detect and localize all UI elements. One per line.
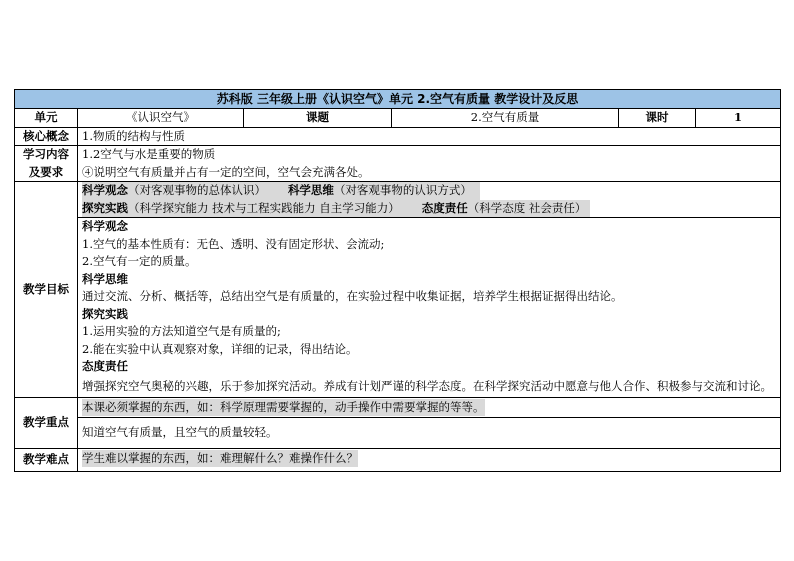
key-points-hint-cell	[78, 397, 781, 418]
goals-header-row	[15, 182, 781, 218]
goals-body	[78, 218, 781, 398]
content-requirements-value	[78, 146, 781, 182]
unit-value: 《认识空气》	[78, 109, 244, 128]
unit-row	[15, 109, 781, 128]
concept-item-1: 1.空气的基本性质有：无色、透明、没有固定形状、会流动;	[82, 236, 385, 251]
content-label-line-2: 及要求	[28, 164, 64, 179]
core-concept-label: 核心概念	[15, 127, 78, 146]
period-value: 1	[696, 109, 781, 128]
attitude-item-1: 增强探究空气奥秘的兴趣，乐于参加探究活动。养成有计划严谨的科学态度。在科学探究活动中愿意与他人合作、积极参与交流和讨论。	[82, 378, 772, 393]
goals-header-cell	[78, 182, 781, 218]
attitude-title: 态度责任	[82, 359, 128, 373]
practice-item-1: 1.运用实验的方法知道空气是有质量的;	[82, 324, 281, 338]
core-concept-row	[15, 127, 781, 146]
practice-attitude-highlight	[82, 200, 590, 218]
content-requirements-row	[15, 146, 781, 182]
difficulties-row	[15, 448, 781, 471]
lesson-plan-table	[14, 89, 781, 472]
difficulties-label: 教学难点	[15, 448, 78, 471]
practice-title: 探究实践	[82, 306, 128, 321]
key-points-value-row	[15, 418, 781, 449]
content-line-1: 1.2空气与水是重要的物质	[82, 147, 216, 161]
unit-label: 单元	[15, 109, 78, 128]
title-row	[15, 90, 781, 109]
key-points-value: 知道空气有质量，且空气的质量较轻。	[78, 418, 781, 449]
thinking-note: （对客观事物的认识方式）	[333, 183, 472, 197]
concept-heading: 科学观念	[82, 183, 128, 197]
practice-item-2: 2.能在实验中认真观察对象，详细的记录，得出结论。	[82, 341, 358, 356]
thinking-item-1: 通过交流、分析、概括等，总结出空气是有质量的，在实验过程中收集证据，培养学生根据证据得出结论。	[82, 289, 623, 303]
key-points-label: 教学重点	[15, 397, 78, 448]
attitude-note: （科学态度 社会责任）	[467, 200, 587, 215]
concept-item-2: 2.空气有一定的质量。	[82, 254, 197, 268]
key-points-hint: 本课必须掌握的东西，如：科学原理需要掌握的，动手操作中需要掌握的等等。	[82, 399, 485, 417]
thinking-heading: 科学思维	[287, 183, 334, 197]
content-requirements-label	[15, 146, 78, 182]
core-concept-value: 1.物质的结构与性质	[78, 127, 781, 146]
topic-label: 课题	[244, 109, 392, 128]
thinking-title: 科学思维	[82, 271, 128, 286]
concept-thinking-highlight	[82, 182, 480, 200]
goals-label: 教学目标	[15, 182, 78, 398]
period-label: 课时	[619, 109, 696, 128]
practice-note: （科学探究能力 技术与工程实践能力 自主学习能力）	[128, 200, 400, 215]
concept-note: （对客观事物的总体认识）	[128, 183, 266, 197]
concept-title: 科学观念	[82, 219, 128, 233]
difficulties-hint: 学生难以掌握的东西，如：难理解什么？难操作什么？	[82, 450, 358, 468]
difficulties-hint-cell	[78, 448, 781, 471]
goals-body-row	[15, 218, 781, 398]
content-line-2: ④说明空气有质量并占有一定的空间，空气会充满各处。	[82, 164, 370, 179]
practice-heading: 探究实践	[82, 200, 128, 215]
topic-value: 2.空气有质量	[392, 109, 619, 128]
content-label-line-1: 学习内容	[23, 147, 69, 161]
key-points-hint-row	[15, 397, 781, 418]
document-title: 苏科版 三年级上册《认识空气》单元 2.空气有质量 教学设计及反思	[15, 90, 781, 109]
lesson-plan-document	[14, 89, 780, 472]
attitude-heading: 态度责任	[421, 200, 468, 215]
